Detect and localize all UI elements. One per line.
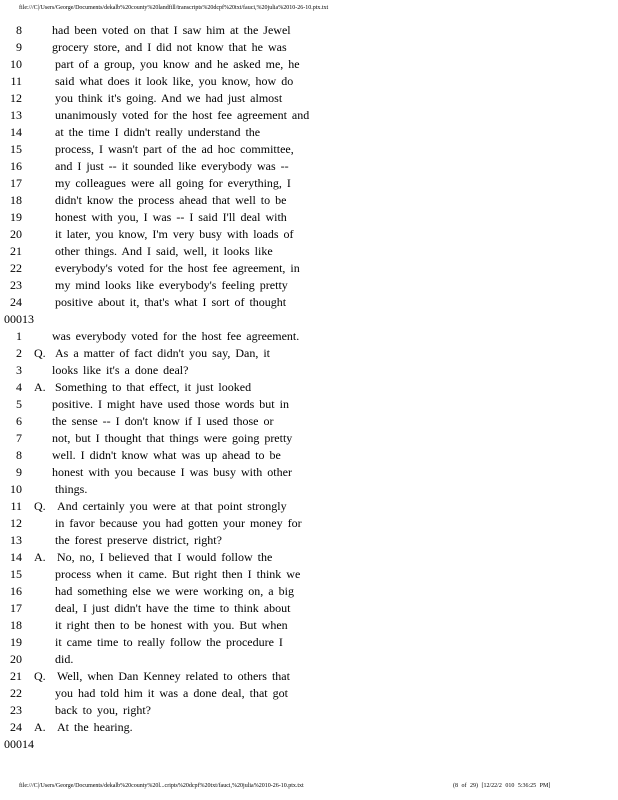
file-path-header: file:///C|/Users/George/Documents/dekalb%20county%20landfill/transcripts%20dcpf%20txt/fauci,%20julia%2010-26-10.ptx.txt [19, 5, 329, 11]
line-text: positive about it, that's what I sort of thought [55, 295, 287, 309]
transcript-line [0, 158, 618, 175]
page-info-footer: (8 of 29) [12/22/2 010 5:36:25 PM] [453, 783, 551, 789]
line-number: 5 [16, 397, 22, 411]
transcript-line [0, 107, 618, 124]
line-number: 8 [16, 23, 22, 37]
line-text: other things. And I said, well, it looks like [55, 244, 273, 258]
page-marker-13: 00013 [4, 312, 34, 326]
speaker-label: Q. [34, 499, 46, 513]
transcript-line [0, 481, 618, 498]
speaker-label: A. [34, 720, 46, 734]
line-text: unanimously voted for the host fee agreement and [55, 108, 310, 122]
line-number: 8 [16, 448, 22, 462]
transcript-line [0, 685, 618, 702]
line-number: 16 [10, 159, 22, 173]
line-text: did. [55, 652, 74, 666]
line-text: looks like it's a done deal? [52, 363, 189, 377]
transcript-line [0, 124, 618, 141]
line-text: said what does it look like, you know, how do [55, 74, 294, 88]
line-text: it came time to really follow the procedure I [55, 635, 283, 649]
transcript-line [0, 600, 618, 617]
line-text: not, but I thought that things were going pretty [52, 431, 293, 445]
speaker-label: Q. [34, 346, 46, 360]
line-number: 11 [10, 499, 22, 513]
line-text: you think it's going. And we had just almost [55, 91, 283, 105]
transcript-line [0, 362, 618, 379]
line-number: 16 [10, 584, 22, 598]
transcript-page-13 [0, 22, 618, 311]
line-text: well. I didn't know what was up ahead to be [52, 448, 281, 462]
transcript-line [0, 464, 618, 481]
line-number: 17 [10, 601, 22, 615]
line-number: 22 [10, 261, 22, 275]
transcript-line [0, 702, 618, 719]
line-text: had something else we were working on, a big [55, 584, 294, 598]
transcript-line [0, 56, 618, 73]
line-number: 19 [10, 635, 22, 649]
line-text: didn't know the process ahead that well to be [55, 193, 287, 207]
line-text: As a matter of fact didn't you say, Dan, it [55, 346, 270, 360]
transcript-body [0, 22, 618, 753]
line-text: deal, I just didn't have the time to think about [55, 601, 291, 615]
transcript-line [0, 192, 618, 209]
line-text: everybody's voted for the host fee agreement, in [55, 261, 300, 275]
line-text: honest with you because I was busy with other [52, 465, 292, 479]
line-text: back to you, right? [55, 703, 151, 717]
line-number: 10 [10, 57, 22, 71]
line-number: 14 [10, 125, 22, 139]
transcript-line [0, 498, 618, 515]
line-number: 23 [10, 703, 22, 717]
line-number: 10 [10, 482, 22, 496]
line-text: my colleagues were all going for everything, I [55, 176, 291, 190]
transcript-line [0, 90, 618, 107]
transcript-page-14 [0, 328, 618, 736]
line-number: 17 [10, 176, 22, 190]
transcript-line [0, 175, 618, 192]
line-number: 7 [16, 431, 22, 445]
line-number: 21 [10, 244, 22, 258]
speaker-label: Q. [34, 669, 46, 683]
line-number: 13 [10, 533, 22, 547]
line-number: 14 [10, 550, 22, 564]
line-text: the sense -- I don't know if I used those or [52, 414, 274, 428]
line-text: it later, you know, I'm very busy with loads of [55, 227, 294, 241]
transcript-line [0, 345, 618, 362]
line-text: No, no, I believed that I would follow the [57, 550, 273, 564]
transcript-line [0, 634, 618, 651]
line-text: Well, when Dan Kenney related to others that [57, 669, 290, 683]
line-number: 4 [16, 380, 22, 394]
transcript-line [0, 328, 618, 345]
transcript-line [0, 22, 618, 39]
transcript-line [0, 447, 618, 464]
transcript-line [0, 549, 618, 566]
speaker-label: A. [34, 380, 46, 394]
line-text: it right then to be honest with you. But when [55, 618, 288, 632]
transcript-line [0, 294, 618, 311]
transcript-line [0, 396, 618, 413]
line-text: was everybody voted for the host fee agreement. [52, 329, 300, 343]
line-text: things. [55, 482, 88, 496]
transcript-line [0, 243, 618, 260]
file-path-footer: file:///C|/Users/George/Documents/dekalb%20county%20l...cripts%20dcpf%20txt/fauci,%20julia%2010-26-10.ptx.txt [19, 783, 304, 789]
transcript-line [0, 209, 618, 226]
transcript-line [0, 277, 618, 294]
transcript-line [0, 73, 618, 90]
line-text: process when it came. But right then I think we [55, 567, 301, 581]
line-text: grocery store, and I did not know that he was [52, 40, 287, 54]
line-text: you had told him it was a done deal, that got [55, 686, 288, 700]
line-text: at the time I didn't really understand the [55, 125, 261, 139]
line-number: 20 [10, 227, 22, 241]
line-text: the forest preserve district, right? [55, 533, 222, 547]
line-text: and I just -- it sounded like everybody was -- [55, 159, 289, 173]
line-number: 12 [10, 516, 22, 530]
line-text: process, I wasn't part of the ad hoc committee, [55, 142, 294, 156]
line-number: 15 [10, 567, 22, 581]
line-number: 24 [10, 720, 22, 734]
line-number: 15 [10, 142, 22, 156]
line-number: 2 [16, 346, 22, 360]
line-number: 3 [16, 363, 22, 377]
line-number: 1 [16, 329, 22, 343]
line-number: 9 [16, 465, 22, 479]
line-text: part of a group, you know and he asked me, he [55, 57, 300, 71]
line-text: positive. I might have used those words but in [52, 397, 289, 411]
transcript-line [0, 226, 618, 243]
line-text: At the hearing. [57, 720, 133, 734]
transcript-line [0, 532, 618, 549]
line-text: honest with you, I was -- I said I'll deal with [55, 210, 287, 224]
transcript-line [0, 668, 618, 685]
transcript-line [0, 39, 618, 56]
line-number: 20 [10, 652, 22, 666]
line-text: in favor because you had gotten your money for [55, 516, 302, 530]
line-number: 22 [10, 686, 22, 700]
line-number: 12 [10, 91, 22, 105]
line-number: 11 [10, 74, 22, 88]
line-number: 19 [10, 210, 22, 224]
line-number: 21 [10, 669, 22, 683]
transcript-line [0, 430, 618, 447]
speaker-label: A. [34, 550, 46, 564]
transcript-line [0, 719, 618, 736]
line-number: 23 [10, 278, 22, 292]
transcript-line [0, 515, 618, 532]
line-number: 18 [10, 618, 22, 632]
line-text: And certainly you were at that point strongly [57, 499, 287, 513]
transcript-line [0, 379, 618, 396]
line-number: 18 [10, 193, 22, 207]
transcript-line [0, 413, 618, 430]
line-text: Something to that effect, it just looked [55, 380, 252, 394]
transcript-line [0, 583, 618, 600]
line-number: 24 [10, 295, 22, 309]
line-number: 9 [16, 40, 22, 54]
line-text: my mind looks like everybody's feeling pretty [55, 278, 288, 292]
line-text: had been voted on that I saw him at the Jewel [52, 23, 291, 37]
transcript-line [0, 141, 618, 158]
line-number: 6 [16, 414, 22, 428]
transcript-line [0, 651, 618, 668]
transcript-line [0, 566, 618, 583]
transcript-line [0, 260, 618, 277]
line-number: 13 [10, 108, 22, 122]
transcript-line [0, 617, 618, 634]
page-marker-14: 00014 [4, 737, 34, 751]
